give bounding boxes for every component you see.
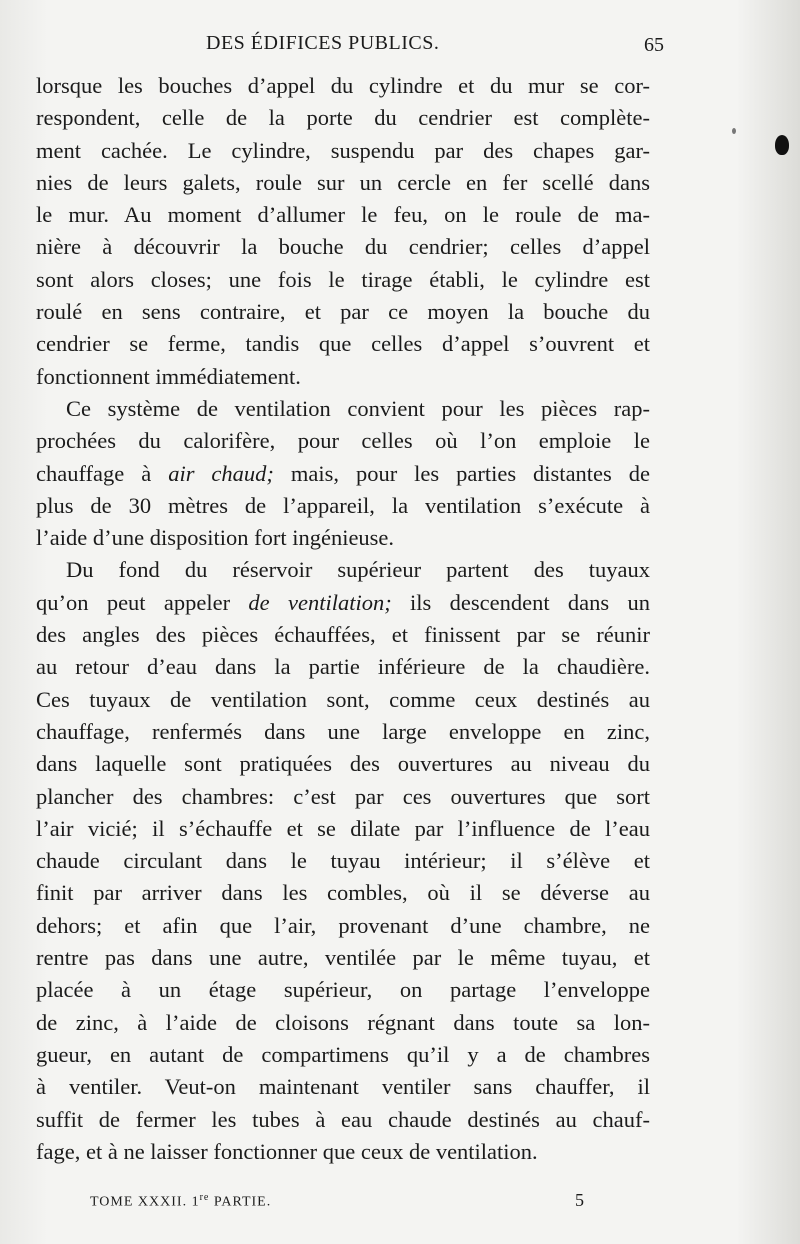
ink-blot bbox=[775, 135, 789, 155]
text-line: chauffage, renfermés dans une large enveloppe en zinc, bbox=[36, 718, 650, 744]
body-text bbox=[36, 70, 650, 1168]
text-line: nière à découvrir la bouche du cendrier; celles d’appel bbox=[36, 234, 650, 260]
text-line: Ces tuyaux de ventilation sont, comme ceux destinés au bbox=[36, 686, 650, 712]
text-line: dehors; et afin que l’air, provenant d’une chambre, ne bbox=[36, 912, 650, 938]
text-line: lorsque les bouches d’appel du cylindre et du mur se cor- bbox=[36, 73, 650, 98]
signature-main: TOME XXXII. 1 bbox=[90, 1194, 200, 1210]
signature-tail: PARTIE. bbox=[209, 1194, 272, 1210]
text-line: au retour d’eau dans la partie inférieure de la chaudière. bbox=[36, 654, 650, 680]
text-line: plus de 30 mètres de l’appareil, la ventilation s’exécute à bbox=[36, 492, 650, 518]
text-line: ment cachée. Le cylindre, suspendu par des chapes gar- bbox=[36, 137, 650, 163]
running-title: DES ÉDIFICES PUBLICS. bbox=[206, 32, 440, 54]
signature-sup: re bbox=[199, 1192, 210, 1203]
text-line: nies de leurs galets, roule sur un cercle en fer scellé dans bbox=[36, 169, 650, 195]
text-line: respondent, celle de la porte du cendrier est complète- bbox=[36, 105, 650, 131]
text-line: suffit de fermer les tubes à eau chaude destinés au chauf- bbox=[36, 1106, 650, 1132]
text-line: Du fond du réservoir supérieur partent des tuyaux bbox=[66, 557, 650, 583]
italic-text: air chaud; bbox=[168, 460, 274, 486]
italic-text: de ventilation; bbox=[248, 589, 392, 615]
text-line: plancher des chambres: c’est par ces ouvertures que sort bbox=[36, 783, 650, 809]
text-line: fonctionnent immédiatement. bbox=[36, 363, 301, 389]
text-line: l’aide d’une disposition fort ingénieuse. bbox=[36, 525, 395, 551]
text-line: roulé en sens contraire, et par ce moyen la bouche du bbox=[36, 299, 650, 325]
text-line: gueur, en autant de compartimens qu’il y a de chambres bbox=[36, 1041, 650, 1067]
text-line: sont alors closes; une fois le tirage établi, le cylindre est bbox=[36, 266, 650, 292]
text-line: dans laquelle sont pratiquées des ouvertures au niveau du bbox=[36, 751, 650, 777]
text-line: fage, et à ne laisser fonctionner que ceux de ventilation. bbox=[36, 1138, 538, 1164]
page-number: 65 bbox=[644, 34, 664, 56]
text-line: prochées du calorifère, pour celles où l’on emploie le bbox=[36, 428, 650, 454]
text-line: chauffage à air chaud; mais, pour les parties distantes de bbox=[36, 460, 650, 486]
text-line: à ventiler. Veut-on maintenant ventiler sans chauffer, il bbox=[36, 1074, 650, 1100]
text-line: chaude circulant dans le tuyau intérieur; il s’élève et bbox=[36, 848, 650, 874]
text-line: le mur. Au moment d’allumer le feu, on le roule de ma- bbox=[36, 202, 650, 228]
text-line: finit par arriver dans les combles, où il se déverse au bbox=[36, 880, 650, 906]
page-footer bbox=[90, 1190, 610, 1214]
text-line: des angles des pièces échauffées, et finissent par se réunir bbox=[36, 622, 650, 648]
text-line: Ce système de ventilation convient pour les pièces rap- bbox=[66, 395, 650, 421]
sheet-mark: 5 bbox=[575, 1190, 584, 1210]
text-line: l’air vicié; il s’échauffe et se dilate par l’influence de l’eau bbox=[36, 815, 650, 841]
text-line: rentre pas dans une autre, ventilée par le même tuyau, et bbox=[36, 945, 650, 971]
text-line: cendrier se ferme, tandis que celles d’appel s’ouvrent et bbox=[36, 331, 650, 357]
text-line: de zinc, à l’aide de cloisons régnant dans toute sa lon- bbox=[36, 1009, 650, 1035]
ink-speck bbox=[732, 128, 736, 134]
signature-line bbox=[90, 1192, 271, 1211]
text-line: qu’on peut appeler de ventilation; ils descendent dans un bbox=[36, 589, 650, 615]
page-header bbox=[36, 30, 670, 60]
text-line: placée à un étage supérieur, on partage l’enveloppe bbox=[36, 977, 650, 1003]
